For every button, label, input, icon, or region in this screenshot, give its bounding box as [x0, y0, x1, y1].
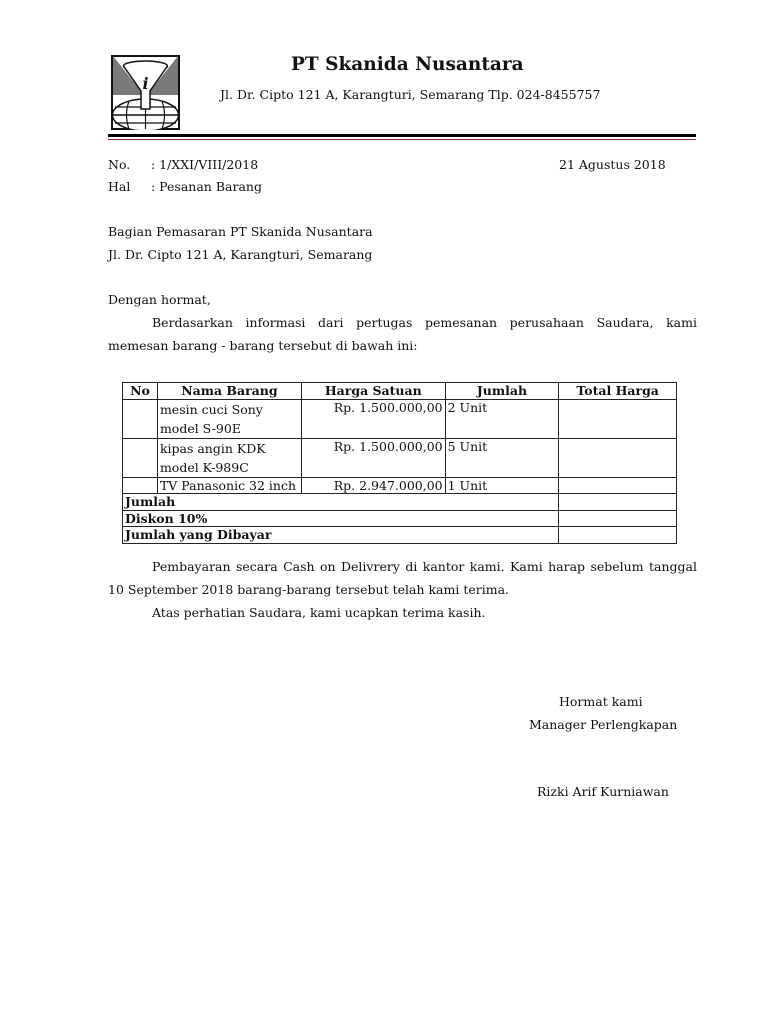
thanks-text: Atas perhatian Saudara, kami ucapkan terima kasih.: [152, 605, 486, 620]
table-cell: [559, 438, 677, 477]
header-rule: [108, 134, 696, 137]
recipient-line-1: Bagian Pemasaran PT Skanida Nusantara: [108, 224, 373, 239]
table-cell: [123, 438, 158, 477]
table-row: [123, 477, 677, 494]
summary-label: Jumlah: [123, 494, 559, 511]
table-cell: [559, 527, 677, 544]
summary-row: [123, 510, 677, 527]
item-model: model S-90E: [159, 420, 241, 436]
intro-paragraph: [108, 311, 697, 357]
thanks-paragraph: [108, 601, 697, 624]
summary-row: [123, 527, 677, 544]
table-cell-item: TV Panasonic 32 inch: [157, 477, 301, 494]
letter-number: : 1/XXI/VIII/2018: [151, 157, 259, 172]
table-cell: [559, 494, 677, 511]
table-header: Harga Satuan: [301, 383, 445, 400]
summary-label: Diskon 10%: [123, 510, 559, 527]
table-cell: [559, 510, 677, 527]
header-rule-accent: [108, 139, 696, 141]
letter-subject: : Pesanan Barang: [151, 179, 262, 194]
company-logo-icon: [111, 55, 180, 130]
table-cell: [123, 399, 158, 438]
svg-text:i: i: [142, 74, 149, 93]
table-cell-item: [157, 438, 301, 477]
item-name: kipas angin KDK: [159, 440, 266, 456]
table-cell-qty: 2 Unit: [445, 399, 559, 438]
letter-date: 21 Agustus 2018: [559, 157, 666, 172]
company-name: PT Skanida Nusantara: [291, 54, 524, 75]
item-model: model K-989C: [159, 459, 249, 475]
table-cell-qty: 5 Unit: [445, 438, 559, 477]
table-row: [123, 399, 677, 438]
summary-row: [123, 494, 677, 511]
table-cell-qty: 1 Unit: [445, 477, 559, 494]
table-cell-price: Rp. 1.500.000,00: [301, 438, 445, 477]
recipient-line-2: Jl. Dr. Cipto 121 A, Karangturi, Semarang: [108, 247, 373, 262]
signatory-name: Rizki Arif Kurniawan: [537, 784, 669, 799]
table-header: Total Harga: [559, 383, 677, 400]
table-header: Nama Barang: [157, 383, 301, 400]
summary-label: Jumlah yang Dibayar: [123, 527, 559, 544]
table-header: No: [123, 383, 158, 400]
table-cell-price: Rp. 1.500.000,00: [301, 399, 445, 438]
table-cell: [559, 399, 677, 438]
company-address: Jl. Dr. Cipto 121 A, Karangturi, Semarang Tlp. 024-8455757: [220, 87, 601, 102]
table-row: [123, 438, 677, 477]
item-name: mesin cuci Sony: [159, 401, 263, 417]
table-cell: [559, 477, 677, 494]
table-cell-price: Rp. 2.947.000,00: [301, 477, 445, 494]
payment-paragraph: [108, 555, 697, 601]
closing-salutation: Hormat kami: [559, 694, 643, 709]
table-header-row: [123, 383, 677, 400]
table-cell: [123, 477, 158, 494]
table-header: Jumlah: [445, 383, 559, 400]
greeting: Dengan hormat,: [108, 292, 211, 307]
signatory-title: Manager Perlengkapan: [529, 717, 678, 732]
payment-text: Pembayaran secara Cash on Delivrery di kantor kami. Kami harap sebelum tanggal 10 September 2018 barang-barang tersebut telah kami terima.: [108, 559, 697, 597]
order-table: [122, 382, 677, 544]
letter-subject-label: Hal: [108, 179, 131, 194]
intro-text: Berdasarkan informasi dari pertugas pemesanan perusahaan Saudara, kami memesan barang - barang tersebut di bawah ini:: [108, 315, 697, 353]
letter-number-label: No.: [108, 157, 131, 172]
table-cell-item: [157, 399, 301, 438]
